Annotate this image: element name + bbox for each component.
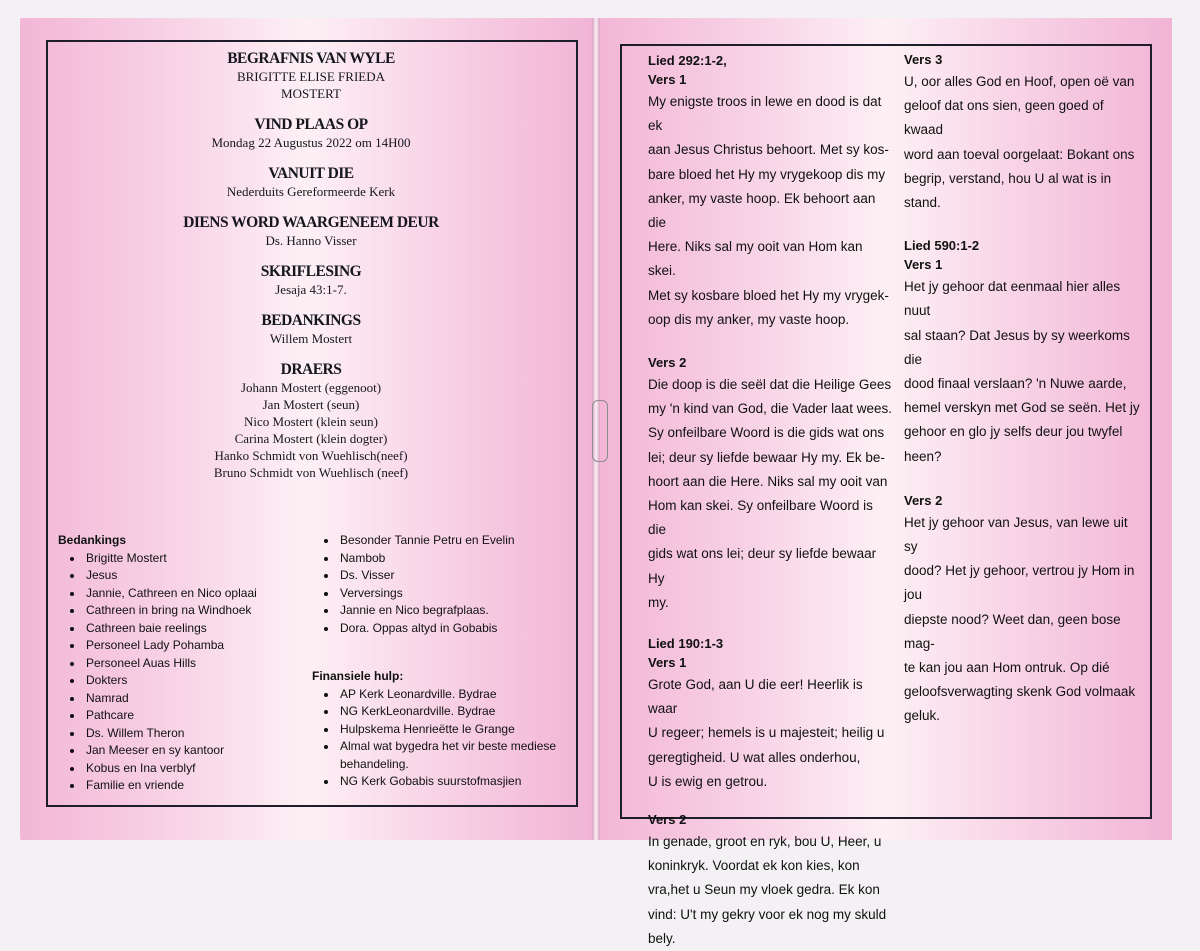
section-title: DIENS WORD WAARGENEEM DEUR	[183, 214, 439, 231]
verse-line: dood finaal verslaan? 'n Nuwe aarde,	[904, 376, 1127, 392]
verse-line: geloof dat ons sien, geen goed of kwaad	[904, 98, 1104, 138]
staple-icon	[592, 400, 608, 462]
list-item: • Ds. Willem Theron	[84, 725, 308, 743]
pallbearer-line: Johann Mostert (eggenoot)	[240, 380, 382, 395]
verse-line: geluk.	[904, 708, 941, 724]
list-item: • Familie en vriende	[84, 777, 308, 795]
verse-line: Grote God, aan U die eer! Heerlik is waar	[648, 677, 863, 717]
list-item: • Cathreen baie reelings	[84, 620, 308, 638]
list-item: • Jannie, Cathreen en Nico oplaai	[84, 585, 308, 603]
verse-line: my.	[648, 594, 669, 610]
section-title: BEGRAFNIS VAN WYLE	[227, 50, 395, 67]
list-item: • Pathcare	[84, 707, 308, 725]
list-item: • Personeel Lady Pohamba	[84, 637, 308, 655]
verse-line: Sy onfeilbare Woord is die gids wat ons	[648, 425, 885, 441]
verse-line: bare bloed het Hy my vrygekoop dis my	[648, 166, 886, 182]
verse-line: word aan toeval oorgelaat: Bokant ons	[904, 146, 1135, 162]
hymn-column-1	[648, 52, 892, 951]
verse-line: In genade, groot en ryk, bou U, Heer, u	[648, 834, 882, 850]
list-item: • Brigitte Mostert	[84, 550, 308, 568]
verse-heading: Vers 2	[648, 812, 687, 828]
verse-line: Met sy kosbare bloed het Hy my vrygek-	[648, 287, 889, 303]
verse-line: diepste nood? Weet dan, geen bose mag-	[904, 611, 1121, 651]
verse-heading: Vers 3	[904, 52, 943, 67]
verse-line: U is ewig en getrou.	[648, 773, 768, 789]
list-item: • Almal wat bygedra het vir beste mediese behandeling.	[338, 738, 568, 773]
verse-heading: Vers 2	[648, 355, 687, 371]
verse-line: gehoor en glo jy selfs deur jou twyfel	[904, 424, 1123, 440]
verse-line: my 'n kind van God, die Vader laat wees.	[648, 401, 892, 417]
section-title: DRAERS	[280, 361, 342, 378]
thanks-list-title: Bedankings	[58, 533, 127, 547]
verse-line: Hom kan skei. Sy onfeilbare Woord is die	[648, 498, 873, 538]
list-item: • Besonder Tannie Petru en Evelin	[338, 532, 568, 550]
thanks-list	[58, 532, 308, 795]
verse-line: koninkryk. Voordat ek kon kies, kon	[648, 858, 860, 874]
section-officiant	[48, 214, 574, 249]
list-item: • Jan Meeser en sy kantoor	[84, 742, 308, 760]
pallbearer-line: Jan Mostert (seun)	[262, 397, 360, 412]
hymn-title: Lied 190:1-3	[648, 636, 724, 652]
financial-help-list	[312, 668, 568, 791]
verse-heading: Vers 1	[648, 655, 687, 671]
verse-line: lei; deur sy liefde bewaar Hy my. Ek be-	[648, 449, 885, 465]
verse-line: Het jy gehoor van Jesus, van lewe uit sy	[904, 514, 1128, 555]
scripture-line: Jesaja 43:1-7.	[275, 282, 347, 297]
list-item: • Kobus en Ina verblyf	[84, 760, 308, 778]
verse-line: sal staan? Dat Jesus by sy weerkoms die	[904, 327, 1130, 367]
list-item: • Jannie en Nico begrafplaas.	[338, 602, 568, 620]
section-venue	[48, 165, 574, 200]
pallbearer-line: Bruno Schmidt von Wuehlisch (neef)	[213, 465, 409, 480]
verse-line: bely.	[648, 930, 676, 946]
list-item: • Hulpskema Henrieëtte le Grange	[338, 721, 568, 739]
list-item: • NG KerkLeonardville. Bydrae	[338, 703, 568, 721]
section-scripture	[48, 263, 574, 298]
list-item: • Verversings	[338, 585, 568, 603]
verse-line: vra,het u Seun my vloek gedra. Ek kon	[648, 882, 880, 898]
list-item: • Dora. Oppas altyd in Gobabis	[338, 620, 568, 638]
list-item: • Jesus	[84, 567, 308, 585]
list-item: • AP Kerk Leonardville. Bydrae	[338, 686, 568, 704]
verse-line: Here. Niks sal my ooit van Hom kan skei.	[648, 239, 863, 279]
date-line: Mondag 22 Augustus 2022 om 14H00	[211, 135, 411, 150]
verse-line: Het jy gehoor dat eenmaal hier alles nuut	[904, 279, 1121, 319]
section-title: VIND PLAAS OP	[254, 116, 368, 133]
verse-line: gids wat ons lei; deur sy liefde bewaar Hy	[648, 546, 877, 586]
hymn-column-2	[904, 50, 1144, 729]
verse-line: U regeer; hemels is u majesteit; heilig u	[648, 725, 885, 741]
verse-line: geloofsverwagting skenk God volmaak	[904, 684, 1136, 700]
venue-line: Nederduits Gereformeerde Kerk	[226, 184, 396, 199]
list-item: • Ds. Visser	[338, 567, 568, 585]
list-item: • Dokters	[84, 672, 308, 690]
section-date	[48, 116, 574, 151]
verse-text	[904, 275, 1144, 469]
section-thanks	[48, 312, 574, 347]
thanks-line: Willem Mostert	[269, 331, 353, 346]
verse-line: geregtigheid. U wat alles onderhou,	[648, 749, 861, 765]
verse-text	[648, 373, 892, 615]
officiant-line: Ds. Hanno Visser	[265, 233, 357, 248]
verse-text	[648, 830, 892, 951]
verse-line: Die doop is die seël dat die Heilige Gees	[648, 377, 892, 393]
section-title: VANUIT DIE	[268, 165, 354, 182]
list-item: • NG Kerk Gobabis suurstofmasjien	[338, 773, 568, 791]
verse-line: U, oor alles God en Hoof, open oë van	[904, 74, 1135, 89]
verse-line: anker, my vaste hoop. Ek behoort aan die	[648, 190, 876, 231]
deceased-name-line: BRIGITTE ELISE FRIEDA	[236, 69, 386, 84]
verse-line: oop dis my anker, my vaste hoop.	[648, 311, 850, 327]
deceased-surname-line: MOSTERT	[281, 86, 341, 101]
verse-text	[648, 90, 892, 332]
section-title: BEDANKINGS	[261, 312, 361, 329]
hymn-title: Lied 590:1-2	[904, 238, 980, 254]
verse-heading: Vers 1	[904, 257, 943, 273]
list-item: • Cathreen in bring na Windhoek	[84, 602, 308, 620]
verse-line: aan Jesus Christus behoort. Met sy kos-	[648, 142, 889, 158]
financial-help-title: Finansiele hulp:	[312, 669, 404, 683]
list-item: • Namrad	[84, 690, 308, 708]
verse-heading: Vers 1	[648, 72, 687, 87]
section-funeral	[48, 50, 574, 102]
pallbearer-line: Hanko Schmidt von Wuehlisch(neef)	[214, 448, 408, 463]
section-title: SKRIFLESING	[260, 263, 362, 280]
verse-line: hemel verskyn met God se seën. Het jy	[904, 400, 1140, 416]
verse-line: vind: U't my gekry voor ek nog my skuld	[648, 906, 887, 922]
verse-line: begrip, verstand, hou U al wat is in stand.	[904, 170, 1112, 211]
verse-text	[904, 511, 1144, 729]
pallbearer-line: Carina Mostert (klein dogter)	[234, 431, 388, 446]
service-details	[48, 50, 574, 495]
thanks-list-continued	[312, 532, 568, 637]
verse-line: dood? Het jy gehoor, vertrou jy Hom in jou	[904, 563, 1135, 603]
verse-text	[904, 70, 1144, 215]
verse-line: te kan jou aan Hom ontruk. Op dié	[904, 660, 1110, 676]
section-pallbearers	[48, 361, 574, 481]
list-item: • Nambob	[338, 550, 568, 568]
pallbearer-line: Nico Mostert (klein seun)	[244, 414, 378, 429]
verse-line: heen?	[904, 448, 942, 464]
hymn-title: Lied 292:1-2,	[648, 53, 727, 68]
verse-heading: Vers 2	[904, 492, 943, 508]
verse-line: My enigste troos in lewe en dood is dat ek	[648, 94, 882, 134]
verse-line: hoort aan die Here. Niks sal my ooit van	[648, 473, 888, 489]
verse-text	[648, 673, 892, 794]
list-item: • Personeel Auas Hills	[84, 655, 308, 673]
